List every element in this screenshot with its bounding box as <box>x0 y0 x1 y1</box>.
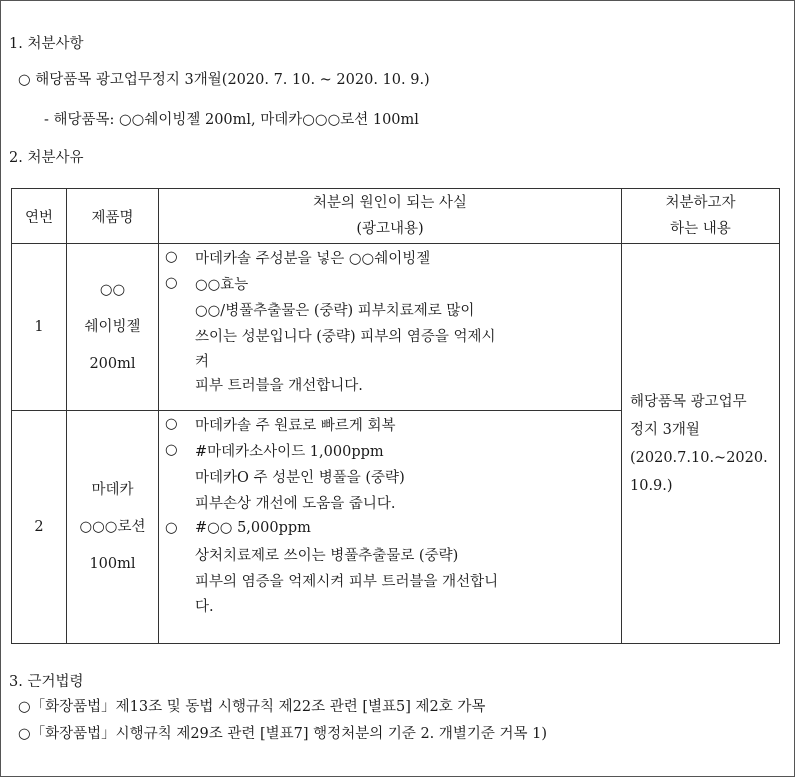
action-line: (2020.7.10.~2020. <box>630 449 768 466</box>
row2-product <box>67 411 159 644</box>
action-cell <box>622 244 780 644</box>
table-header-row <box>12 189 780 244</box>
legal-basis-item: ○「화장품법」시행규칙 제29조 관련 [별표7] 행정처분의 기준 2. 개별기준 거목 1) <box>18 726 548 742</box>
action-line: 해당품목 광고업무 <box>630 393 747 410</box>
header-fact-line1: 처분의 원인이 되는 사실 <box>313 195 467 211</box>
circle-bullet-icon: ○ <box>165 275 178 291</box>
section2-heading: 2. 처분사유 <box>9 150 84 166</box>
row1-no: 1 <box>12 244 67 411</box>
row1-fact-line: ○○효능 <box>195 276 249 293</box>
row2-fact-line: 피부손상 개선에 도움을 줍니다. <box>195 495 396 512</box>
row1-product-line: ○○ <box>99 281 126 298</box>
circle-bullet-icon: ○ <box>165 249 178 265</box>
row1-product-line: 200ml <box>89 355 136 372</box>
row1-fact-line: ○○/병풀추출물은 (중략) 피부치료제로 많이 <box>195 302 475 319</box>
row2-product-line: 100ml <box>89 555 136 572</box>
header-action <box>622 189 780 244</box>
row1-fact-line: 쓰이는 성분입니다 (중략) 피부의 염증을 억제시 <box>195 328 496 345</box>
disposition-table <box>11 188 780 644</box>
legal-basis-item: ○「화장품법」제13조 및 동법 시행규칙 제22조 관련 [별표5] 제2호 가목 <box>18 699 486 715</box>
section1-heading: 1. 처분사항 <box>9 36 84 52</box>
row2-fact-line: 마데카O 주 성분인 병풀을 (중략) <box>195 469 405 486</box>
row1-fact-line: 켜 <box>195 353 210 370</box>
row2-fact-line: #○○ 5,000ppm <box>195 520 311 536</box>
circle-bullet-icon: ○ <box>165 520 178 536</box>
table-row <box>12 244 780 411</box>
row2-fact <box>159 411 622 644</box>
circle-bullet-icon: ○ <box>165 442 178 458</box>
header-fact-line2: (광고내용) <box>356 221 424 237</box>
header-no: 연번 <box>12 189 67 244</box>
row2-product-line: ○○○로션 <box>79 518 146 535</box>
section1-item: ○ 해당품목 광고업무정지 3개월(2020. 7. 10. ~ 2020. 10. 9.) <box>18 72 430 88</box>
row2-fact-line: 마데카솔 주 원료로 빠르게 회복 <box>195 417 396 434</box>
row2-fact-line: 상처치료제로 쓰이는 병풀추출물로 (중략) <box>195 547 459 564</box>
section3-heading: 3. 근거법령 <box>9 674 84 690</box>
row1-product <box>67 244 159 411</box>
action-line: 정지 3개월 <box>630 421 700 438</box>
row1-fact <box>159 244 622 411</box>
row1-product-line: 쉐이빙젤 <box>84 318 141 335</box>
section1-subitem: - 해당품목: ○○쉐이빙젤 200ml, 마데카○○○로션 100ml <box>44 112 419 128</box>
header-fact <box>159 189 622 244</box>
row2-product-line: 마데카 <box>91 481 134 498</box>
header-action-line1: 처분하고자 <box>665 195 736 211</box>
action-line: 10.9.) <box>630 477 673 494</box>
circle-bullet-icon: ○ <box>165 416 178 432</box>
row1-fact-line: 마데카솔 주성분을 넣은 ○○쉐이빙젤 <box>195 250 431 267</box>
row2-fact-line: 피부의 염증을 억제시켜 피부 트러블을 개선합니 <box>195 573 499 590</box>
header-product: 제품명 <box>67 189 159 244</box>
header-action-line2: 하는 내용 <box>670 221 731 237</box>
row2-no: 2 <box>12 411 67 644</box>
row1-fact-line: 피부 트러블을 개선합니다. <box>195 377 363 394</box>
row2-fact-line: 다. <box>195 598 214 615</box>
row2-fact-line: #마데카소사이드 1,000ppm <box>195 443 384 460</box>
